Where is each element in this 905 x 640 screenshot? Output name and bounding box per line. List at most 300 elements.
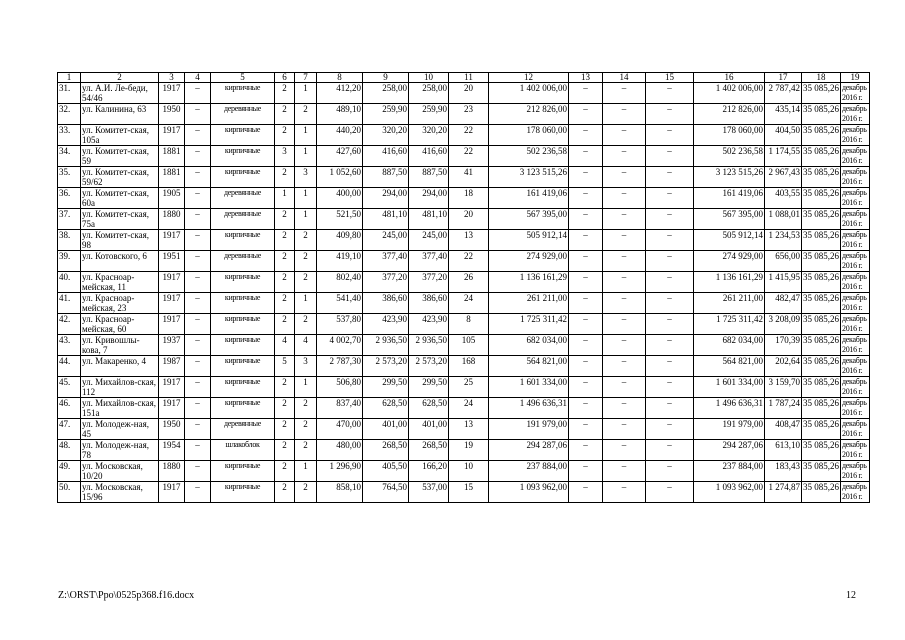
table-cell: 2 — [295, 104, 317, 125]
table-row — [58, 419, 870, 440]
table-cell: 377,40 — [363, 251, 409, 272]
table-cell: 161 419,06 — [694, 188, 765, 209]
table-cell: 26 — [449, 272, 489, 293]
table-cell: 401,00 — [409, 419, 449, 440]
column-number: 16 — [694, 73, 765, 83]
table-cell: 22 — [449, 125, 489, 146]
housing-table — [57, 72, 870, 503]
table-cell: 1 052,60 — [317, 167, 363, 188]
table-cell: – — [569, 314, 603, 335]
table-cell: 259,90 — [409, 104, 449, 125]
table-cell: 191 979,00 — [489, 419, 569, 440]
table-cell: 1880 — [159, 461, 185, 482]
table-cell: ул. Комитет-ская, 105а — [81, 125, 159, 146]
table-cell: – — [603, 419, 646, 440]
table-cell: 35 085,26 — [802, 356, 841, 377]
table-cell: 2 — [275, 230, 295, 251]
table-cell: 42. — [58, 314, 81, 335]
table-cell: 35 085,26 — [802, 188, 841, 209]
table-cell: – — [569, 377, 603, 398]
table-cell: 502 236,58 — [694, 146, 765, 167]
table-cell: 212 826,00 — [694, 104, 765, 125]
table-cell: 377,40 — [409, 251, 449, 272]
table-cell: 412,20 — [317, 83, 363, 104]
table-cell: 887,50 — [409, 167, 449, 188]
table-cell: деревянные — [211, 188, 275, 209]
table-row — [58, 83, 870, 104]
table-cell: 35 085,26 — [802, 314, 841, 335]
table-cell: 1 725 311,42 — [694, 314, 765, 335]
table-cell: ул. Кривошлы-кова, 7 — [81, 335, 159, 356]
table-cell: 3 — [275, 146, 295, 167]
table-row — [58, 209, 870, 230]
table-cell: 33. — [58, 125, 81, 146]
table-row — [58, 251, 870, 272]
table-cell: 2 — [295, 419, 317, 440]
table-cell: 656,00 — [765, 251, 802, 272]
table-cell: – — [646, 314, 694, 335]
table-cell: – — [646, 377, 694, 398]
table-cell: 261 211,00 — [694, 293, 765, 314]
table-cell: кирпичные — [211, 461, 275, 482]
table-cell: – — [603, 125, 646, 146]
table-cell: 564 821,00 — [694, 356, 765, 377]
table-cell: декабрь 2016 г. — [841, 272, 870, 293]
table-cell: – — [603, 209, 646, 230]
table-cell: 1917 — [159, 314, 185, 335]
table-cell: 386,60 — [363, 293, 409, 314]
table-cell: 166,20 — [409, 461, 449, 482]
table-cell: 23 — [449, 104, 489, 125]
table-cell: 427,60 — [317, 146, 363, 167]
table-cell: декабрь 2016 г. — [841, 209, 870, 230]
table-cell: 245,00 — [363, 230, 409, 251]
table-cell: 377,20 — [363, 272, 409, 293]
table-cell: декабрь 2016 г. — [841, 293, 870, 314]
table-cell: кирпичные — [211, 335, 275, 356]
table-cell: 2 — [295, 272, 317, 293]
column-number: 1 — [58, 73, 81, 83]
table-cell: декабрь 2016 г. — [841, 188, 870, 209]
column-number: 15 — [646, 73, 694, 83]
table-cell: ул. Комитет-ская, 98 — [81, 230, 159, 251]
table-cell: 401,00 — [363, 419, 409, 440]
page-number: 12 — [846, 590, 856, 601]
table-cell: – — [603, 377, 646, 398]
table-cell: 35 085,26 — [802, 398, 841, 419]
table-cell: 178 060,00 — [489, 125, 569, 146]
table-cell: – — [603, 83, 646, 104]
table-cell: 1917 — [159, 398, 185, 419]
table-cell: 35. — [58, 167, 81, 188]
table-cell: 2 — [275, 461, 295, 482]
table-cell: – — [646, 335, 694, 356]
table-cell: – — [646, 230, 694, 251]
table-cell: 400,00 — [317, 188, 363, 209]
table-cell: 2 — [295, 314, 317, 335]
table-cell: ул. Красноар-мейская, 23 — [81, 293, 159, 314]
table-cell: – — [646, 293, 694, 314]
table-cell: 15 — [449, 482, 489, 503]
table-cell: – — [185, 419, 211, 440]
table-cell: – — [569, 335, 603, 356]
table-cell: декабрь 2016 г. — [841, 83, 870, 104]
table-cell: 31. — [58, 83, 81, 104]
table-cell: ул. Котовского, 6 — [81, 251, 159, 272]
table-cell: – — [646, 419, 694, 440]
table-cell: 35 085,26 — [802, 335, 841, 356]
table-cell: 20 — [449, 209, 489, 230]
table-cell: 1881 — [159, 146, 185, 167]
table-cell: 49. — [58, 461, 81, 482]
table-cell: 1881 — [159, 167, 185, 188]
table-cell: кирпичные — [211, 356, 275, 377]
table-cell: 2 573,20 — [409, 356, 449, 377]
table-cell: 2 — [275, 377, 295, 398]
table-cell: – — [569, 209, 603, 230]
column-number: 12 — [489, 73, 569, 83]
table-cell: – — [569, 125, 603, 146]
table-cell: 1951 — [159, 251, 185, 272]
table-cell: 1 — [295, 461, 317, 482]
table-cell: ул. Комитет-ская, 60а — [81, 188, 159, 209]
table-cell: 470,00 — [317, 419, 363, 440]
table-cell: ул. Молодеж-ная, 45 — [81, 419, 159, 440]
table-cell: 408,47 — [765, 419, 802, 440]
table-cell: – — [569, 188, 603, 209]
table-cell: кирпичные — [211, 377, 275, 398]
table-cell: кирпичные — [211, 83, 275, 104]
table-cell: 1 — [275, 188, 295, 209]
table-cell: 24 — [449, 398, 489, 419]
table-cell: 18 — [449, 188, 489, 209]
table-cell: – — [603, 440, 646, 461]
table-cell: 40. — [58, 272, 81, 293]
table-cell: – — [185, 167, 211, 188]
table-cell: 3 208,09 — [765, 314, 802, 335]
table-cell: 1950 — [159, 419, 185, 440]
table-cell: 1 088,01 — [765, 209, 802, 230]
table-cell: – — [185, 125, 211, 146]
table-cell: 435,14 — [765, 104, 802, 125]
table-cell: 8 — [449, 314, 489, 335]
table-cell: 2 — [275, 125, 295, 146]
table-cell: 170,39 — [765, 335, 802, 356]
table-cell: 178 060,00 — [694, 125, 765, 146]
table-cell: – — [603, 293, 646, 314]
table-cell: 613,10 — [765, 440, 802, 461]
table-cell: – — [603, 398, 646, 419]
column-number: 3 — [159, 73, 185, 83]
table-cell: 1 601 334,00 — [489, 377, 569, 398]
table-cell: – — [646, 272, 694, 293]
table-cell: 258,00 — [363, 83, 409, 104]
table-cell: ул. Михайлов-ская, 151а — [81, 398, 159, 419]
table-cell: 1 — [295, 377, 317, 398]
table-cell: 261 211,00 — [489, 293, 569, 314]
table-cell: 2 967,43 — [765, 167, 802, 188]
table-cell: 4 — [275, 335, 295, 356]
table-cell: 10 — [449, 461, 489, 482]
table-cell: 35 085,26 — [802, 167, 841, 188]
table-cell: – — [185, 377, 211, 398]
table-cell: – — [646, 125, 694, 146]
table-cell: – — [646, 440, 694, 461]
table-cell: 423,90 — [409, 314, 449, 335]
table-cell: 2 — [275, 167, 295, 188]
table-cell: 13 — [449, 419, 489, 440]
table-cell: – — [603, 461, 646, 482]
table-cell: – — [569, 272, 603, 293]
table-cell: 377,20 — [409, 272, 449, 293]
table-cell: 1937 — [159, 335, 185, 356]
table-cell: деревянные — [211, 419, 275, 440]
table-cell: – — [185, 272, 211, 293]
table-cell: – — [646, 482, 694, 503]
table-cell: 423,90 — [363, 314, 409, 335]
table-cell: – — [646, 104, 694, 125]
table-cell: – — [603, 104, 646, 125]
table-cell: 403,55 — [765, 188, 802, 209]
table-cell: – — [185, 314, 211, 335]
table-cell: 2 936,50 — [409, 335, 449, 356]
table-cell: кирпичные — [211, 167, 275, 188]
table-cell: 35 085,26 — [802, 461, 841, 482]
table-cell: – — [646, 356, 694, 377]
table-cell: 505 912,14 — [694, 230, 765, 251]
table-cell: 858,10 — [317, 482, 363, 503]
table-cell: 2 — [295, 440, 317, 461]
table-cell: 35 085,26 — [802, 440, 841, 461]
table-row — [58, 461, 870, 482]
table-cell: кирпичные — [211, 482, 275, 503]
table-cell: 2 — [295, 398, 317, 419]
table-cell: 259,90 — [363, 104, 409, 125]
table-cell: 35 085,26 — [802, 419, 841, 440]
table-cell: декабрь 2016 г. — [841, 146, 870, 167]
table-cell: 24 — [449, 293, 489, 314]
column-number: 14 — [603, 73, 646, 83]
table-cell: 245,00 — [409, 230, 449, 251]
table-cell: 1 402 006,00 — [489, 83, 569, 104]
table-cell: кирпичные — [211, 146, 275, 167]
table-cell: 2 — [295, 482, 317, 503]
table-cell: 1917 — [159, 83, 185, 104]
table-cell: 191 979,00 — [694, 419, 765, 440]
table-cell: – — [603, 314, 646, 335]
table-cell: 1 174,55 — [765, 146, 802, 167]
table-cell: 1 — [295, 293, 317, 314]
table-cell: – — [569, 398, 603, 419]
table-cell: – — [603, 146, 646, 167]
table-cell: 405,50 — [363, 461, 409, 482]
column-number: 4 — [185, 73, 211, 83]
table-cell: 183,43 — [765, 461, 802, 482]
table-row — [58, 125, 870, 146]
table-cell: 506,80 — [317, 377, 363, 398]
table-cell: 1950 — [159, 104, 185, 125]
table-cell: ул. Московская, 15/96 — [81, 482, 159, 503]
table-cell: 1 787,24 — [765, 398, 802, 419]
column-number: 11 — [449, 73, 489, 83]
table-cell: 258,00 — [409, 83, 449, 104]
table-cell: 502 236,58 — [489, 146, 569, 167]
table-cell: 237 884,00 — [489, 461, 569, 482]
table-row — [58, 440, 870, 461]
table-cell: 13 — [449, 230, 489, 251]
table-cell: 3 123 515,26 — [694, 167, 765, 188]
table-cell: – — [569, 83, 603, 104]
table-cell: ул. Комитет-ская, 59/62 — [81, 167, 159, 188]
table-cell: декабрь 2016 г. — [841, 167, 870, 188]
table-cell: 41. — [58, 293, 81, 314]
table-cell: – — [646, 209, 694, 230]
table-cell: декабрь 2016 г. — [841, 482, 870, 503]
table-cell: шлакоблок — [211, 440, 275, 461]
table-cell: 2 787,30 — [317, 356, 363, 377]
table-cell: 2 — [275, 440, 295, 461]
table-cell: 2 573,20 — [363, 356, 409, 377]
table-cell: 1 — [295, 83, 317, 104]
table-cell: 19 — [449, 440, 489, 461]
table-cell: декабрь 2016 г. — [841, 398, 870, 419]
table-cell: декабрь 2016 г. — [841, 125, 870, 146]
column-number: 10 — [409, 73, 449, 83]
table-cell: 35 085,26 — [802, 104, 841, 125]
table-cell: деревянные — [211, 251, 275, 272]
table-cell: 1 601 334,00 — [694, 377, 765, 398]
table-row — [58, 293, 870, 314]
table-cell: 2 — [295, 230, 317, 251]
table-cell: 161 419,06 — [489, 188, 569, 209]
table-cell: 2 — [275, 272, 295, 293]
table-cell: – — [603, 356, 646, 377]
column-number: 13 — [569, 73, 603, 83]
table-cell: 46. — [58, 398, 81, 419]
table-cell: 1 296,90 — [317, 461, 363, 482]
table-cell: – — [646, 251, 694, 272]
table-cell: 1880 — [159, 209, 185, 230]
table-cell: ул. Комитет-ская, 59 — [81, 146, 159, 167]
table-cell: ул. А.И. Ле-беди, 54/46 — [81, 83, 159, 104]
table-cell: 50. — [58, 482, 81, 503]
table-cell: 3 — [295, 167, 317, 188]
table-cell: деревянные — [211, 209, 275, 230]
table-cell: 212 826,00 — [489, 104, 569, 125]
table-cell: ул. Красноар-мейская, 11 — [81, 272, 159, 293]
column-number: 17 — [765, 73, 802, 83]
table-cell: – — [569, 461, 603, 482]
table-cell: – — [185, 440, 211, 461]
table-cell: – — [603, 482, 646, 503]
table-cell: 409,80 — [317, 230, 363, 251]
table-cell: 45. — [58, 377, 81, 398]
table-cell: 682 034,00 — [694, 335, 765, 356]
table-cell: 537,80 — [317, 314, 363, 335]
table-cell: 1 136 161,29 — [489, 272, 569, 293]
table-cell: – — [569, 419, 603, 440]
table-cell: 22 — [449, 146, 489, 167]
table-cell: 628,50 — [363, 398, 409, 419]
table-cell: 3 — [295, 356, 317, 377]
table-cell: 416,60 — [409, 146, 449, 167]
table-cell: 35 085,26 — [802, 272, 841, 293]
table-cell: 1987 — [159, 356, 185, 377]
column-number: 8 — [317, 73, 363, 83]
table-cell: – — [569, 104, 603, 125]
table-cell: 294,00 — [409, 188, 449, 209]
table-cell: 237 884,00 — [694, 461, 765, 482]
table-cell: 268,50 — [363, 440, 409, 461]
table-row — [58, 167, 870, 188]
table-cell: – — [646, 167, 694, 188]
table-cell: 1917 — [159, 293, 185, 314]
table-cell: – — [569, 230, 603, 251]
table-cell: 32. — [58, 104, 81, 125]
table-cell: 320,20 — [363, 125, 409, 146]
table-cell: 764,50 — [363, 482, 409, 503]
table-cell: 521,50 — [317, 209, 363, 230]
table-cell: 34. — [58, 146, 81, 167]
table-cell: 1917 — [159, 482, 185, 503]
table-cell: 36. — [58, 188, 81, 209]
table-cell: 202,64 — [765, 356, 802, 377]
table-cell: 35 085,26 — [802, 293, 841, 314]
table-cell: декабрь 2016 г. — [841, 251, 870, 272]
table-cell: 1 — [295, 125, 317, 146]
table-cell: 2 — [275, 419, 295, 440]
table-row — [58, 230, 870, 251]
table-cell: 41 — [449, 167, 489, 188]
table-cell: – — [185, 83, 211, 104]
table-cell: декабрь 2016 г. — [841, 440, 870, 461]
table-cell: – — [185, 461, 211, 482]
column-number: 6 — [275, 73, 295, 83]
table-cell: 682 034,00 — [489, 335, 569, 356]
table-cell: – — [603, 335, 646, 356]
table-cell: кирпичные — [211, 398, 275, 419]
table-cell: 440,20 — [317, 125, 363, 146]
table-cell: 299,50 — [363, 377, 409, 398]
column-number: 7 — [295, 73, 317, 83]
table-cell: ул. Молодеж-ная, 78 — [81, 440, 159, 461]
table-cell: 2 — [275, 398, 295, 419]
table-cell: 35 085,26 — [802, 377, 841, 398]
table-cell: деревянные — [211, 104, 275, 125]
table-cell: – — [185, 398, 211, 419]
table-cell: 480,00 — [317, 440, 363, 461]
table-cell: 541,40 — [317, 293, 363, 314]
table-cell: – — [569, 146, 603, 167]
table-cell: ул. Калинина, 63 — [81, 104, 159, 125]
table-cell: – — [603, 251, 646, 272]
table-cell: 1905 — [159, 188, 185, 209]
table-cell: кирпичные — [211, 272, 275, 293]
table-cell: ул. Комитет-ская, 75а — [81, 209, 159, 230]
table-cell: 35 085,26 — [802, 209, 841, 230]
table-cell: – — [185, 293, 211, 314]
table-cell: – — [646, 398, 694, 419]
table-cell: 537,00 — [409, 482, 449, 503]
table-cell: 1 725 311,42 — [489, 314, 569, 335]
table-row — [58, 314, 870, 335]
table-cell: – — [646, 83, 694, 104]
table-cell: 1917 — [159, 377, 185, 398]
table-cell: 2 787,42 — [765, 83, 802, 104]
table-cell: – — [185, 146, 211, 167]
column-number: 18 — [802, 73, 841, 83]
file-path: Z:\ORST\Ppo\0525p368.f16.docx — [58, 590, 195, 601]
